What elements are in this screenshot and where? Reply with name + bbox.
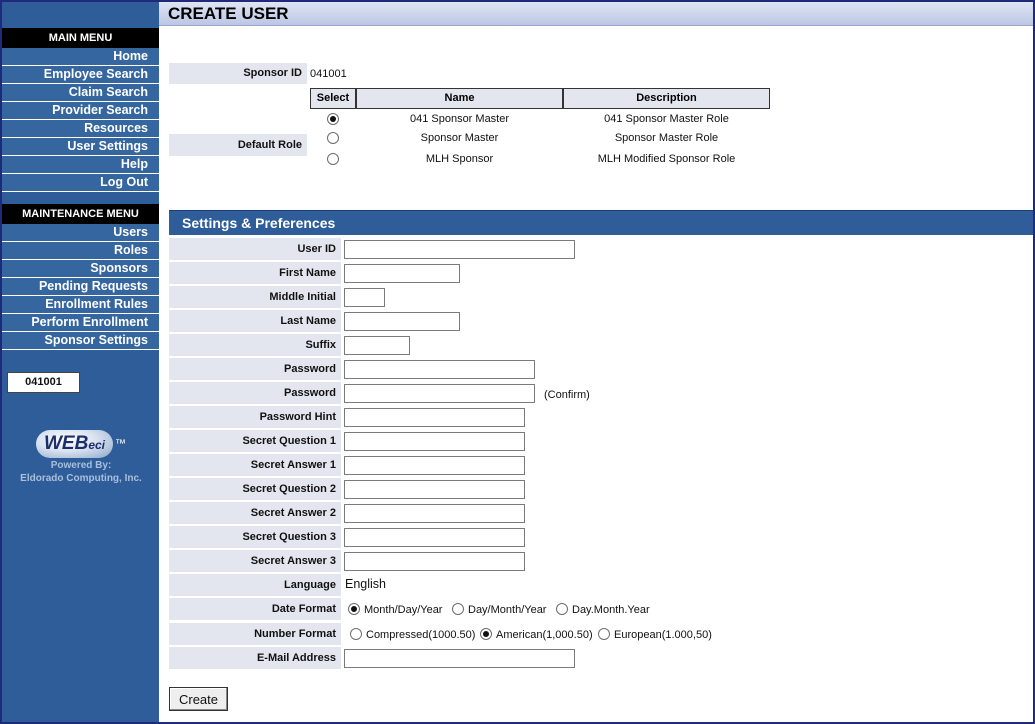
settings-header: Settings & Preferences (169, 210, 1033, 235)
secret-question-3-label: Secret Question 3 (169, 526, 341, 548)
role-radio-2[interactable] (327, 132, 339, 144)
date-format-dmy-radio[interactable] (452, 603, 464, 615)
nav-users[interactable]: Users (2, 224, 159, 242)
nav-provider-search[interactable]: Provider Search (2, 102, 159, 120)
suffix-label: Suffix (169, 334, 341, 356)
page-title: CREATE USER (168, 4, 289, 23)
main-menu-header: MAIN MENU (2, 28, 159, 48)
secret-question-1-input[interactable] (344, 432, 525, 451)
secret-answer-3-label: Secret Answer 3 (169, 550, 341, 572)
password-hint-label: Password Hint (169, 406, 341, 428)
middle-initial-label: Middle Initial (169, 286, 341, 308)
logo-powered-by: Powered By: (50, 460, 112, 471)
email-input[interactable] (344, 649, 575, 668)
maintenance-menu-header: MAINTENANCE MENU (2, 204, 159, 224)
secret-question-2-label: Secret Question 2 (169, 478, 341, 500)
nav-claim-search[interactable]: Claim Search (2, 84, 159, 102)
number-format-american-radio[interactable] (480, 628, 492, 640)
role-name-2: Sponsor Master (420, 132, 499, 144)
password-label: Password (169, 358, 341, 380)
role-radio-1[interactable] (327, 113, 339, 125)
sidebar (2, 2, 159, 724)
secret-answer-1-label: Secret Answer 1 (169, 454, 341, 476)
date-format-dot-label: Day.Month.Year (572, 604, 650, 616)
nav-perform-enrollment[interactable]: Perform Enrollment (2, 314, 159, 332)
user-id-label: User ID (169, 238, 341, 260)
date-format-mdy-label: Month/Day/Year (364, 604, 443, 616)
nav-home[interactable]: Home (2, 48, 159, 66)
middle-initial-input[interactable] (344, 288, 385, 307)
logo-brand (36, 430, 126, 458)
title-bar (159, 2, 1035, 26)
role-description-2: Sponsor Master Role (614, 132, 719, 144)
logo-bubble (36, 430, 113, 458)
menu-gap (2, 192, 159, 204)
first-name-label: First Name (169, 262, 341, 284)
password-input[interactable] (344, 360, 535, 379)
role-description-3: MLH Modified Sponsor Role (597, 153, 736, 165)
password-confirm-note: (Confirm) (544, 389, 590, 401)
number-format-label: Number Format (169, 623, 341, 645)
role-description-1: 041 Sponsor Master Role (604, 113, 729, 125)
number-format-compressed-radio[interactable] (350, 628, 362, 640)
last-name-input[interactable] (344, 312, 460, 331)
first-name-input[interactable] (344, 264, 460, 283)
sponsor-id-badge: 041001 (7, 372, 80, 393)
suffix-input[interactable] (344, 336, 410, 355)
role-radio-3[interactable] (327, 153, 339, 165)
logo-company: Eldorado Computing, Inc. (20, 473, 142, 484)
number-format-american-label: American(1,000.50) (496, 629, 593, 641)
number-format-european-label: European(1.000,50) (614, 629, 712, 641)
sponsor-id-label: Sponsor ID (169, 63, 307, 84)
logo-trademark: ™ (115, 438, 126, 450)
date-format-mdy-radio[interactable] (348, 603, 360, 615)
date-format-dot-radio[interactable] (556, 603, 568, 615)
nav-roles[interactable]: Roles (2, 242, 159, 260)
nav-help[interactable]: Help (2, 156, 159, 174)
date-format-label: Date Format (169, 598, 341, 620)
secret-question-1-label: Secret Question 1 (169, 430, 341, 452)
role-name-1: 041 Sponsor Master (409, 113, 510, 125)
nav-log-out[interactable]: Log Out (2, 174, 159, 192)
password-confirm-input[interactable] (344, 384, 535, 403)
nav-user-settings[interactable]: User Settings (2, 138, 159, 156)
logo-brand-suffix: eci (88, 438, 105, 452)
number-format-compressed-label: Compressed(1000.50) (366, 629, 476, 641)
logo-brand-text: WEB (43, 433, 89, 454)
sidebar-top-spacer (2, 2, 159, 28)
secret-question-2-input[interactable] (344, 480, 525, 499)
secret-answer-3-input[interactable] (344, 552, 525, 571)
secret-question-3-input[interactable] (344, 528, 525, 547)
language-value: English (345, 577, 386, 591)
role-col-select: Select (310, 88, 356, 109)
role-col-description: Description (563, 88, 770, 109)
default-role-label: Default Role (169, 134, 307, 156)
last-name-label: Last Name (169, 310, 341, 332)
nav-sponsor-settings[interactable]: Sponsor Settings (2, 332, 159, 350)
create-button[interactable]: Create (169, 687, 228, 711)
nav-enrollment-rules[interactable]: Enrollment Rules (2, 296, 159, 314)
password-confirm-label: Password (169, 382, 341, 404)
nav-employee-search[interactable]: Employee Search (2, 66, 159, 84)
secret-answer-2-input[interactable] (344, 504, 525, 523)
number-format-european-radio[interactable] (598, 628, 610, 640)
secret-answer-2-label: Secret Answer 2 (169, 502, 341, 524)
nav-resources[interactable]: Resources (2, 120, 159, 138)
date-format-dmy-label: Day/Month/Year (468, 604, 547, 616)
secret-answer-1-input[interactable] (344, 456, 525, 475)
password-hint-input[interactable] (344, 408, 525, 427)
role-col-name: Name (356, 88, 563, 109)
role-name-3: MLH Sponsor (425, 153, 494, 165)
nav-pending-requests[interactable]: Pending Requests (2, 278, 159, 296)
email-label: E-Mail Address (169, 647, 341, 669)
user-id-input[interactable] (344, 240, 575, 259)
webeci-logo (10, 430, 152, 484)
nav-sponsors[interactable]: Sponsors (2, 260, 159, 278)
language-label: Language (169, 574, 341, 596)
sponsor-id-value: 041001 (310, 68, 347, 80)
